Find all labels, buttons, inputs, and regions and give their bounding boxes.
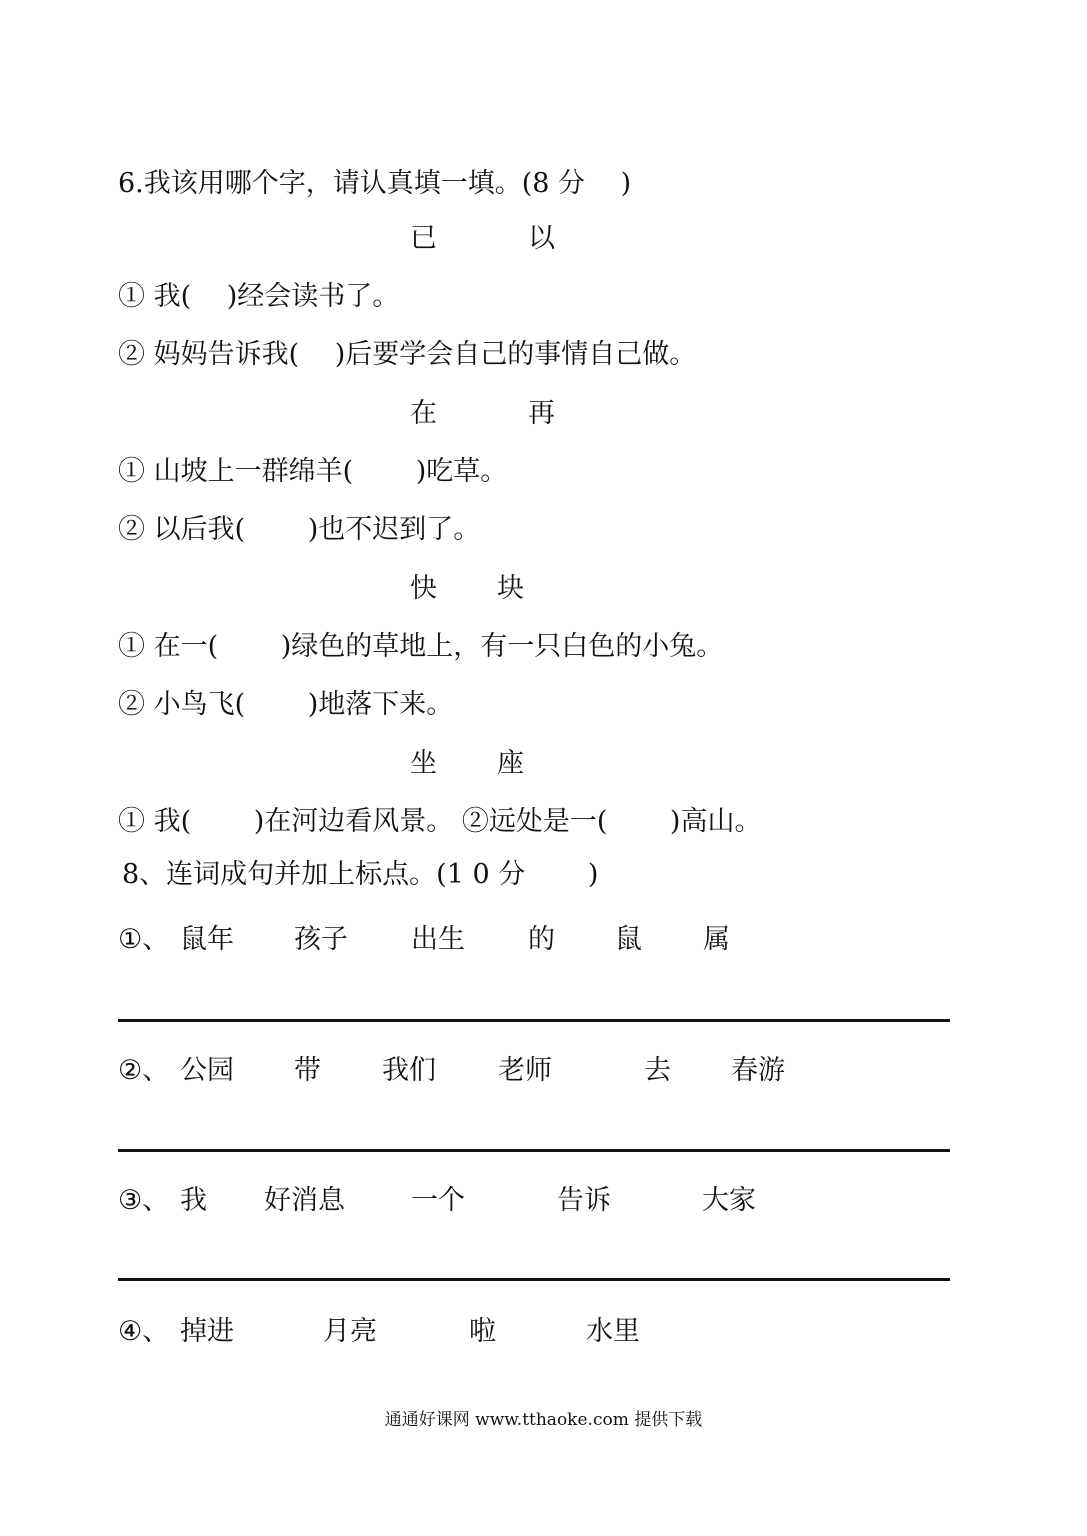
question-3 xyxy=(0,1184,1087,1218)
question-2 xyxy=(0,1054,1087,1088)
word: 好消息 xyxy=(264,1185,345,1216)
char-option: 块 xyxy=(497,573,524,604)
word: 去 xyxy=(644,1055,671,1086)
fill-item: ② 妈妈告诉我( )后要学会自己的事情自己做。 xyxy=(118,339,697,370)
char-pair-2 xyxy=(0,397,1087,431)
word: 啦 xyxy=(469,1316,496,1347)
fill-item: ① 我( )经会读书了。 xyxy=(118,281,400,312)
char-option: 座 xyxy=(497,748,524,779)
word: 出生 xyxy=(411,924,465,955)
word: 属 xyxy=(703,924,730,955)
word: 告诉 xyxy=(557,1185,611,1216)
word: 的 xyxy=(528,924,555,955)
char-option: 已 xyxy=(410,223,437,254)
word: 月亮 xyxy=(323,1316,377,1347)
word: 孩子 xyxy=(294,924,348,955)
fill-item: ① 在一( )绿色的草地上，有一只白色的小兔。 xyxy=(118,631,724,662)
footer-source: 通通好课网 www.tthaoke.com 提供下载 xyxy=(384,1410,703,1430)
word: 我 xyxy=(180,1185,207,1216)
fill-item: ① 山坡上一群绵羊( )吃草。 xyxy=(118,456,508,487)
question-number: ①、 xyxy=(118,924,170,955)
char-pair-1 xyxy=(0,222,1087,256)
answer-line xyxy=(118,1278,950,1281)
char-option: 在 xyxy=(410,398,437,429)
fill-item: ② 以后我( )也不迟到了。 xyxy=(118,514,481,545)
question-1 xyxy=(0,923,1087,957)
char-pair-4 xyxy=(0,747,1087,781)
word: 公园 xyxy=(180,1055,234,1086)
word: 我们 xyxy=(382,1055,436,1086)
answer-line xyxy=(118,1149,950,1152)
fill-item: ① 我( )在河边看风景。 ②远处是一( )高山。 xyxy=(118,806,762,837)
char-option: 再 xyxy=(528,398,555,429)
question-number: ③、 xyxy=(118,1185,170,1216)
question-4 xyxy=(0,1315,1087,1349)
char-option: 以 xyxy=(528,223,555,254)
word: 大家 xyxy=(702,1185,756,1216)
word: 水里 xyxy=(586,1316,640,1347)
char-option: 快 xyxy=(410,573,437,604)
word: 鼠年 xyxy=(180,924,234,955)
word: 一个 xyxy=(411,1185,465,1216)
word: 春游 xyxy=(731,1055,785,1086)
word: 老师 xyxy=(498,1055,552,1086)
word: 鼠 xyxy=(615,924,642,955)
question-number: ②、 xyxy=(118,1055,170,1086)
section6-title: 6.我该用哪个字，请认真填一填。(8 分 ) xyxy=(118,168,632,199)
char-pair-3 xyxy=(0,572,1087,606)
word: 带 xyxy=(294,1055,321,1086)
fill-item: ② 小鸟飞( )地落下来。 xyxy=(118,689,454,720)
answer-line xyxy=(118,1019,950,1022)
section8-title: 8、连词成句并加上标点。(1 0 分 ) xyxy=(122,859,599,890)
char-option: 坐 xyxy=(410,748,437,779)
question-number: ④、 xyxy=(118,1316,170,1347)
word: 掉进 xyxy=(180,1316,234,1347)
